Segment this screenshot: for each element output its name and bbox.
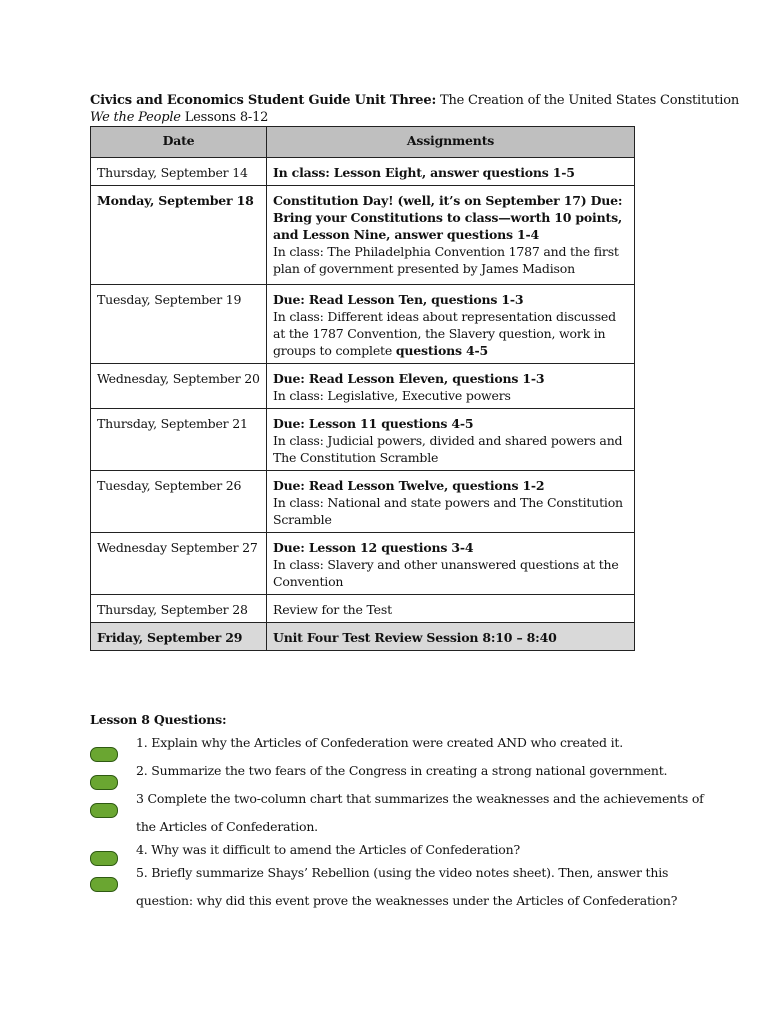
table-row — [91, 409, 635, 471]
assignment-bold-text: Due: Read Lesson Ten, questions 1-3 — [273, 292, 524, 307]
question-item — [90, 785, 710, 841]
assignment-bold-text: Due: Lesson 12 questions 3-4 — [273, 540, 474, 555]
table-row — [91, 186, 635, 285]
table-row — [91, 595, 635, 623]
assignment-normal-text: In class: Different ideas about representation discussed at the 1787 Convention, the Slavery question, work in groups to complete — [273, 309, 616, 358]
assignment-normal-text: In class: The Philadelphia Convention 1787 and the first plan of government presented by James Madison — [273, 244, 619, 276]
date-cell: Monday, September 18 — [97, 193, 254, 208]
question-text: 3 Complete the two-column chart that summarizes the weaknesses and the achievements of the Articles of Confederation. — [136, 791, 704, 834]
assignment-bold-text: Due: Lesson 11 questions 4-5 — [273, 416, 474, 431]
assignment-bold-tail: questions 4-5 — [395, 343, 488, 358]
table-row — [91, 158, 635, 186]
table-header-row — [91, 127, 635, 158]
document-title — [90, 93, 739, 108]
assignment-cell — [267, 285, 635, 364]
green-bullet-icon — [90, 803, 118, 818]
date-cell: Thursday, September 21 — [91, 409, 267, 471]
date-cell: Friday, September 29 — [97, 630, 243, 645]
date-cell: Tuesday, September 19 — [91, 285, 267, 364]
date-cell: Thursday, September 14 — [91, 158, 267, 186]
questions-heading: Lesson 8 Questions: — [90, 712, 227, 727]
question-text: 5. Briefly summarize Shays’ Rebellion (using the video notes sheet). Then, answer this question: why did this event prove the weaknesses under the Articles of Confederation? — [136, 865, 678, 908]
assignment-bold-text: Due: Read Lesson Twelve, questions 1-2 — [273, 478, 545, 493]
date-cell: Tuesday, September 26 — [91, 471, 267, 533]
assignment-cell — [267, 409, 635, 471]
green-bullet-icon — [90, 877, 118, 892]
assignment-cell — [267, 623, 635, 651]
subtitle-lessons: Lessons 8-12 — [180, 110, 269, 125]
assignment-bold-text: Constitution Day! (well, it’s on September 17) Due: Bring your Constitutions to class—worth 10 points, and Lesson Nine, answer questions 1-4 — [273, 193, 623, 242]
assignment-cell — [267, 158, 635, 186]
table-row — [91, 364, 635, 409]
question-text: 1. Explain why the Articles of Confederation were created AND who created it. — [136, 735, 623, 750]
assignment-normal-text: In class: National and state powers and The Constitution Scramble — [273, 495, 623, 527]
assignment-cell — [267, 471, 635, 533]
table-row-test-day — [91, 623, 635, 651]
assignment-normal-text: In class: Judicial powers, divided and shared powers and The Constitution Scramble — [273, 433, 623, 465]
assignment-normal-text: In class: Legislative, Executive powers — [273, 388, 511, 403]
column-header-assignments: Assignments — [267, 127, 635, 158]
title-unit-topic: The Creation of the United States Constitution — [436, 93, 739, 108]
date-cell: Wednesday, September 20 — [91, 364, 267, 409]
question-item — [90, 729, 710, 757]
title-unit-label: Civics and Economics Student Guide Unit Three: — [90, 93, 437, 108]
assignment-bold-text: Due: Read Lesson Eleven, questions 1-3 — [273, 371, 545, 386]
subtitle-book-name: We the People — [90, 110, 181, 125]
assignment-bold-text: In class: Lesson Eight, answer questions 1-5 — [273, 165, 575, 180]
assignment-cell — [267, 595, 635, 623]
lesson-questions-section — [90, 712, 710, 915]
assignment-bold-text: Unit Four Test Review Session 8:10 – 8:40 — [273, 630, 557, 645]
date-cell: Wednesday September 27 — [91, 533, 267, 595]
column-header-date: Date — [91, 127, 267, 158]
assignment-cell — [267, 364, 635, 409]
date-cell: Thursday, September 28 — [91, 595, 267, 623]
question-item — [90, 859, 710, 915]
assignment-schedule-table — [90, 126, 635, 651]
table-row — [91, 533, 635, 595]
table-row — [91, 285, 635, 364]
question-item — [90, 757, 710, 785]
question-text: 4. Why was it difficult to amend the Articles of Confederation? — [136, 842, 520, 857]
question-text: 2. Summarize the two fears of the Congress in creating a strong national government. — [136, 763, 668, 778]
assignment-normal-text: In class: Slavery and other unanswered questions at the Convention — [273, 557, 619, 589]
assignment-cell — [267, 186, 635, 285]
assignment-cell — [267, 533, 635, 595]
assignment-normal-text: Review for the Test — [273, 602, 392, 617]
document-subtitle — [90, 110, 268, 125]
question-item — [90, 841, 710, 859]
table-row — [91, 471, 635, 533]
